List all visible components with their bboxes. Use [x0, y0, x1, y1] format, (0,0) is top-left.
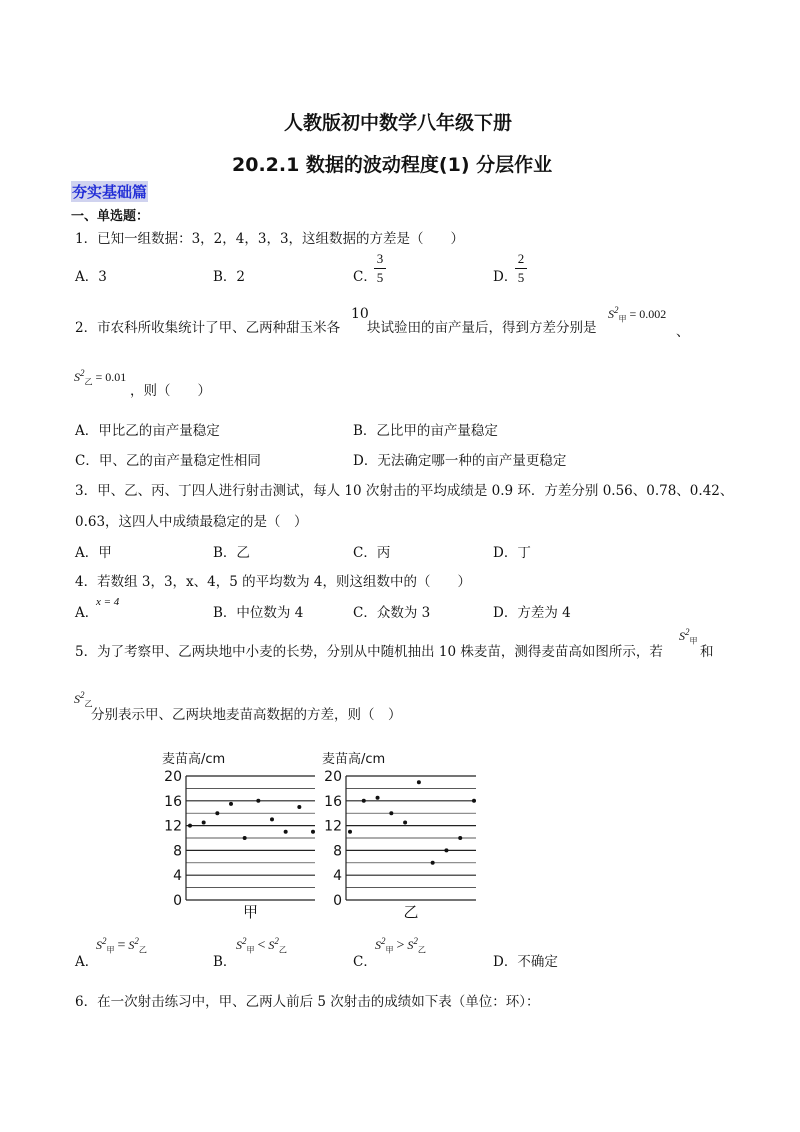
q3-option-d: D．丁 [493, 545, 531, 561]
q4-option-a-label: A． [75, 605, 99, 621]
chart2-tick-label: 12 [324, 818, 342, 835]
q1-option-c-fraction [374, 251, 386, 286]
q4-option-b: B．中位数为 4 [213, 605, 304, 621]
chart1-data-point [243, 836, 247, 840]
doc-subtitle: 20.2.1 数据的波动程度(1) 分层作业 [232, 154, 553, 176]
variance-symbol: S [74, 692, 80, 706]
q5-stem-part2: 分别表示甲、乙两块地麦苗高数据的方差，则（ ） [91, 707, 402, 723]
subscript: 甲 [385, 945, 394, 955]
subscript: 甲 [689, 636, 698, 646]
q6-stem: 6．在一次射击练习中，甲、乙两人前后 5 次射击的成绩如下表（单位：环）： [75, 994, 540, 1010]
q2-stem-part1: 2．市农科所收集统计了甲、乙两种甜玉米各 [75, 320, 341, 336]
variance-symbol: S [268, 938, 275, 952]
superscript: 2 [381, 936, 386, 946]
chart2-data-point [417, 780, 421, 784]
chart1-tick-label: 20 [164, 769, 182, 785]
q4-stem: 4．若数组 3，3，x、4，5 的平均数为 4，则这组数中的（ ） [75, 574, 472, 590]
q5-option-c-math [375, 936, 426, 955]
chart1-data-point [256, 799, 260, 803]
greater-than-sign: > [396, 938, 405, 953]
q5-variance-yi [74, 690, 93, 709]
chart2-data-point [376, 796, 380, 800]
chart1-tick-label: 4 [173, 868, 182, 885]
chart2-data-point [389, 811, 393, 815]
fraction-bar [374, 268, 386, 269]
chart2-data-point [472, 799, 476, 803]
subsection-heading: 一、单选题： [71, 209, 150, 224]
chart2-tick-label: 8 [333, 843, 342, 860]
chart1-data-point [215, 811, 219, 815]
q2-variance-yi [74, 368, 126, 387]
q2-variance-jia [608, 305, 666, 324]
q5-option-a-math [96, 936, 147, 955]
q3-option-c: C．丙 [353, 545, 391, 561]
q4-option-c: C．众数为 3 [353, 605, 431, 621]
q5-option-c: C． [353, 954, 377, 970]
superscript: 2 [80, 368, 85, 378]
fraction-bar [515, 268, 527, 269]
q2-stem-part2: 块试验田的亩产量后，得到方差分别是 [367, 320, 597, 336]
variance-symbol: S [375, 938, 381, 952]
q3-option-b: B．乙 [213, 545, 250, 561]
q2-stem-part3: ，则（ ） [130, 383, 211, 399]
variance-symbol: S [679, 629, 685, 643]
q5-option-b: B． [213, 954, 237, 970]
q3-option-a: A．甲 [75, 545, 112, 561]
chart1-title: 麦苗高/cm [162, 752, 226, 767]
subscript: 乙 [84, 377, 93, 387]
chart1-data-point [202, 821, 206, 825]
q1-option-d: D． [493, 269, 518, 285]
q5-option-d: D．不确定 [493, 954, 558, 970]
chart1-x-label: 甲 [242, 903, 259, 920]
subscript: 甲 [106, 945, 115, 955]
q2-comma: 、 [676, 324, 690, 340]
chart2-tick-label: 4 [333, 868, 342, 885]
q5-option-a: A． [75, 954, 99, 970]
q2-ten: 10 [351, 306, 369, 322]
subscript: 乙 [278, 945, 287, 955]
q4-option-d: D．方差为 4 [493, 605, 571, 621]
chart1-tick-label: 12 [164, 818, 182, 835]
q5-charts-figure [158, 750, 498, 920]
variance-value: = 0.01 [95, 370, 127, 384]
superscript: 2 [242, 936, 247, 946]
chart1-data-point [311, 830, 315, 834]
q2-option-a: A．甲比乙的亩产量稳定 [75, 423, 220, 439]
chart2-data-point [403, 821, 407, 825]
q1-option-b: B．2 [213, 269, 246, 285]
q5-variance-jia [679, 627, 698, 646]
chart1-data-point [229, 802, 233, 806]
superscript: 2 [274, 936, 279, 946]
chart2-tick-label: 16 [324, 793, 342, 810]
subscript: 乙 [417, 945, 426, 955]
chart2-data-point [348, 830, 352, 834]
section-heading: 夯实基础篇 [72, 183, 148, 201]
chart2-data-point [458, 836, 462, 840]
superscript: 2 [413, 936, 418, 946]
equals-sign: = [117, 938, 126, 953]
chart1-tick-label: 16 [164, 793, 182, 810]
q5-option-b-math [236, 936, 287, 955]
chart2-data-point [431, 861, 435, 865]
variance-symbol: S [128, 938, 135, 952]
chart1-data-point [284, 830, 288, 834]
chart2-data-point [444, 848, 448, 852]
fraction-numerator: 2 [517, 251, 525, 266]
q1-stem: 1．已知一组数据：3，2，4，3，3，这组数据的方差是（ ） [75, 231, 465, 247]
superscript: 2 [614, 305, 619, 315]
q1-option-c: C． [353, 269, 377, 285]
subscript: 甲 [618, 314, 627, 324]
q3-stem-line2: 0.63，这四人中成绩最稳定的是（ ） [75, 514, 308, 530]
chart2-tick-label: 20 [324, 769, 342, 785]
chart2-title: 麦苗高/cm [322, 752, 386, 767]
superscript: 2 [80, 690, 85, 700]
superscript: 2 [134, 936, 139, 946]
chart1-tick-label: 8 [173, 843, 182, 860]
q1-option-a: A．3 [75, 269, 107, 285]
q2-option-c: C．甲、乙的亩产量稳定性相同 [75, 453, 261, 469]
chart1-data-point [297, 805, 301, 809]
q2-option-d: D．无法确定哪一种的亩产量更稳定 [353, 453, 567, 469]
chart1-data-point [188, 824, 192, 828]
less-than-sign: < [257, 938, 266, 953]
subscript: 乙 [84, 699, 93, 709]
q4-option-a-math: x = 4 [96, 596, 120, 608]
chart2-tick-label: 0 [333, 893, 342, 909]
variance-symbol: S [236, 938, 242, 952]
chart1-tick-label: 0 [173, 893, 182, 909]
variance-symbol: S [407, 938, 414, 952]
fraction-numerator: 3 [376, 251, 384, 266]
variance-value: = 0.002 [629, 307, 667, 321]
q1-option-d-fraction [515, 251, 527, 286]
variance-symbol: S [96, 938, 102, 952]
variance-symbol: S [608, 307, 614, 321]
chart2-data-point [362, 799, 366, 803]
q5-and: 和 [700, 644, 714, 660]
q5-stem-part1: 5．为了考察甲、乙两块地中小麦的长势，分别从中随机抽出 10 株麦苗，测得麦苗高如图所示，若 [75, 644, 663, 660]
superscript: 2 [685, 627, 690, 637]
q2-option-b: B．乙比甲的亩产量稳定 [353, 423, 498, 439]
variance-symbol: S [74, 370, 80, 384]
subscript: 甲 [246, 945, 255, 955]
chart2-x-label: 乙 [403, 903, 419, 920]
q3-stem-line1: 3．甲、乙、丙、丁四人进行射击测试，每人 10 次射击的平均成绩是 0.9 环．方差分别 0.56、0.78、0.42、 [75, 483, 734, 499]
subscript: 乙 [138, 945, 147, 955]
chart1-data-point [270, 817, 274, 821]
superscript: 2 [102, 936, 107, 946]
fraction-denominator: 5 [376, 270, 384, 285]
fraction-denominator: 5 [517, 270, 525, 285]
doc-title: 人教版初中数学八年级下册 [284, 112, 513, 134]
